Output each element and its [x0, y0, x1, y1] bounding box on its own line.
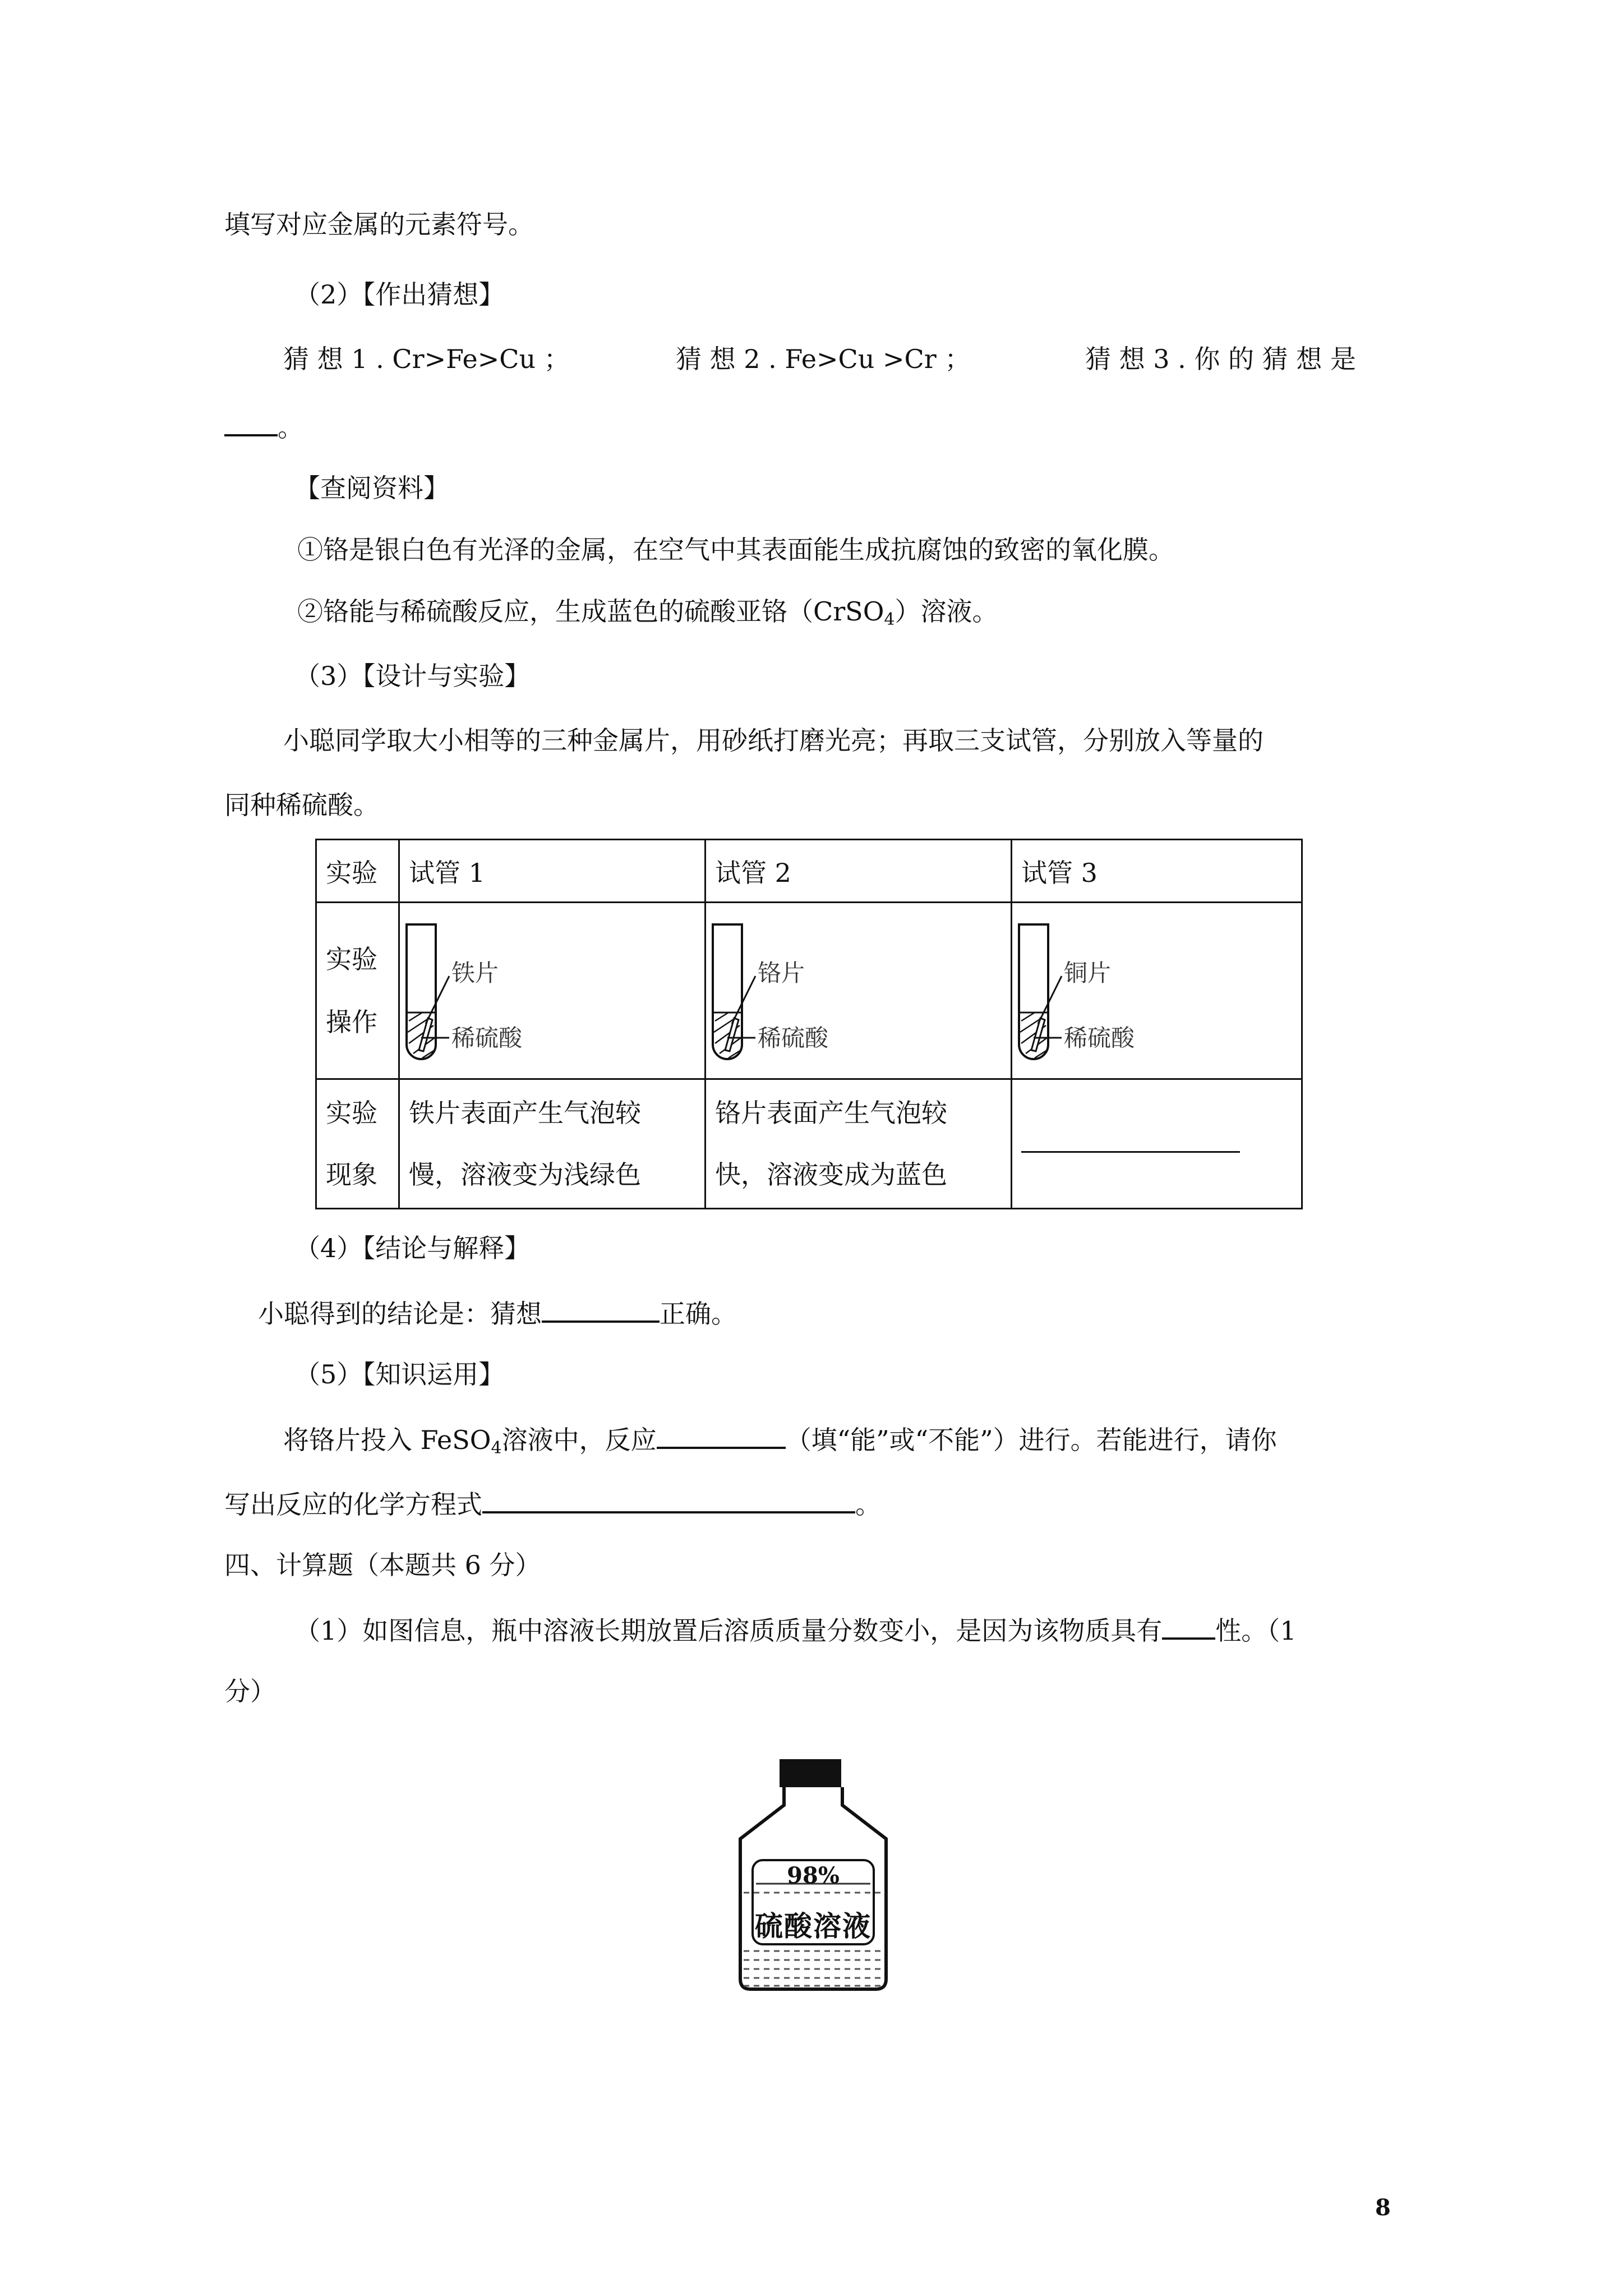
- tube-3-cell: [1012, 903, 1302, 1079]
- test-tube-3-diagram: [1012, 903, 1298, 1078]
- result-tube-2: 铬片表面产生气泡较 快，溶液变成为蓝色: [706, 1079, 1012, 1209]
- table-header-cell: 实验: [316, 840, 399, 903]
- conclusion-blank[interactable]: [542, 1296, 660, 1323]
- guess-1: 猜 想 1 . Cr>Fe>Cu ；: [283, 344, 570, 374]
- equation-blank[interactable]: [482, 1487, 855, 1513]
- table-header-cell: 试管 1: [399, 840, 706, 903]
- heading-reference: 【查阅资料】: [294, 473, 449, 503]
- result-tube-1: 铁片表面产生气泡较 慢，溶液变为浅绿色: [399, 1079, 706, 1209]
- test-tube-1-diagram: [400, 903, 703, 1078]
- metal-label: 铜片: [1064, 959, 1112, 987]
- table-header-cell: 试管 3: [1012, 840, 1302, 903]
- acid-label: 稀硫酸: [758, 1024, 829, 1052]
- metal-label: 铬片: [758, 959, 805, 987]
- knowledge-use-line-2: 写出反应的化学方程式 。: [224, 1487, 881, 1521]
- experiment-table: [315, 839, 1303, 1209]
- reaction-blank[interactable]: [657, 1422, 786, 1449]
- question-1-line-1: （1）如图信息，瓶中溶液长期放置后溶质质量分数变小，是因为该物质具有 性。（1: [294, 1613, 1297, 1648]
- conclusion-line: 小聪得到的结论是：猜想 正确。: [258, 1296, 737, 1331]
- guess-2: 猜 想 2 . Fe>Cu >Cr ；: [676, 344, 971, 374]
- reference-2: ②铬能与稀硫酸反应，生成蓝色的硫酸亚铬（CrSO$_4$）溶液。: [297, 596, 998, 629]
- acid-bottle-image: [723, 1755, 903, 2004]
- experiment-intro-2: 同种稀硫酸。: [224, 790, 379, 820]
- bottle-percent: 98%: [787, 1862, 840, 1889]
- tube-2-cell: [706, 903, 1012, 1079]
- reference-1: ①铬是银白色有光泽的金属，在空气中其表面能生成抗腐蚀的致密的氧化膜。: [297, 535, 1174, 565]
- heading-design-experiment: （3）【设计与实验】: [294, 661, 531, 691]
- experiment-intro-1: 小聪同学取大小相等的三种金属片，用砂纸打磨光亮；再取三支试管，分别放入等量的: [283, 725, 1264, 756]
- result-tube-3-blank[interactable]: [1012, 1079, 1302, 1209]
- answer-blank[interactable]: [224, 409, 278, 436]
- line-fill-symbol: 填写对应金属的元素符号。: [224, 209, 534, 240]
- bottle-label: 硫酸溶液: [755, 1910, 872, 1943]
- row-label-operation: 实验 操作: [316, 903, 399, 1079]
- guess-3: 猜 想 3 . 你 的 猜 想 是: [1085, 344, 1356, 374]
- test-tube-2-diagram: [706, 903, 1009, 1078]
- knowledge-use-line-1: 将铬片投入 FeSO$_4$溶液中，反应 （填“能”或“不能”）进行。若能进行，请你: [283, 1422, 1277, 1465]
- heading-knowledge-use: （5）【知识运用】: [294, 1359, 505, 1389]
- guess-3-answer: 。: [224, 409, 303, 444]
- section-four-title: 四、计算题（本题共 6 分）: [224, 1550, 541, 1580]
- page-number: 8: [1375, 2194, 1391, 2221]
- acid-label: 稀硫酸: [1064, 1024, 1135, 1052]
- heading-make-guess: （2）【作出猜想】: [294, 279, 505, 310]
- heading-conclusion: （4）【结论与解释】: [294, 1233, 531, 1263]
- acid-label: 稀硫酸: [451, 1024, 523, 1052]
- metal-label: 铁片: [451, 959, 499, 987]
- question-1-line-2: 分）: [224, 1676, 276, 1706]
- row-label-phenomenon: 实验 现象: [316, 1079, 399, 1209]
- tube-1-cell: [399, 903, 706, 1079]
- table-header-cell: 试管 2: [706, 840, 1012, 903]
- property-blank[interactable]: [1162, 1613, 1215, 1640]
